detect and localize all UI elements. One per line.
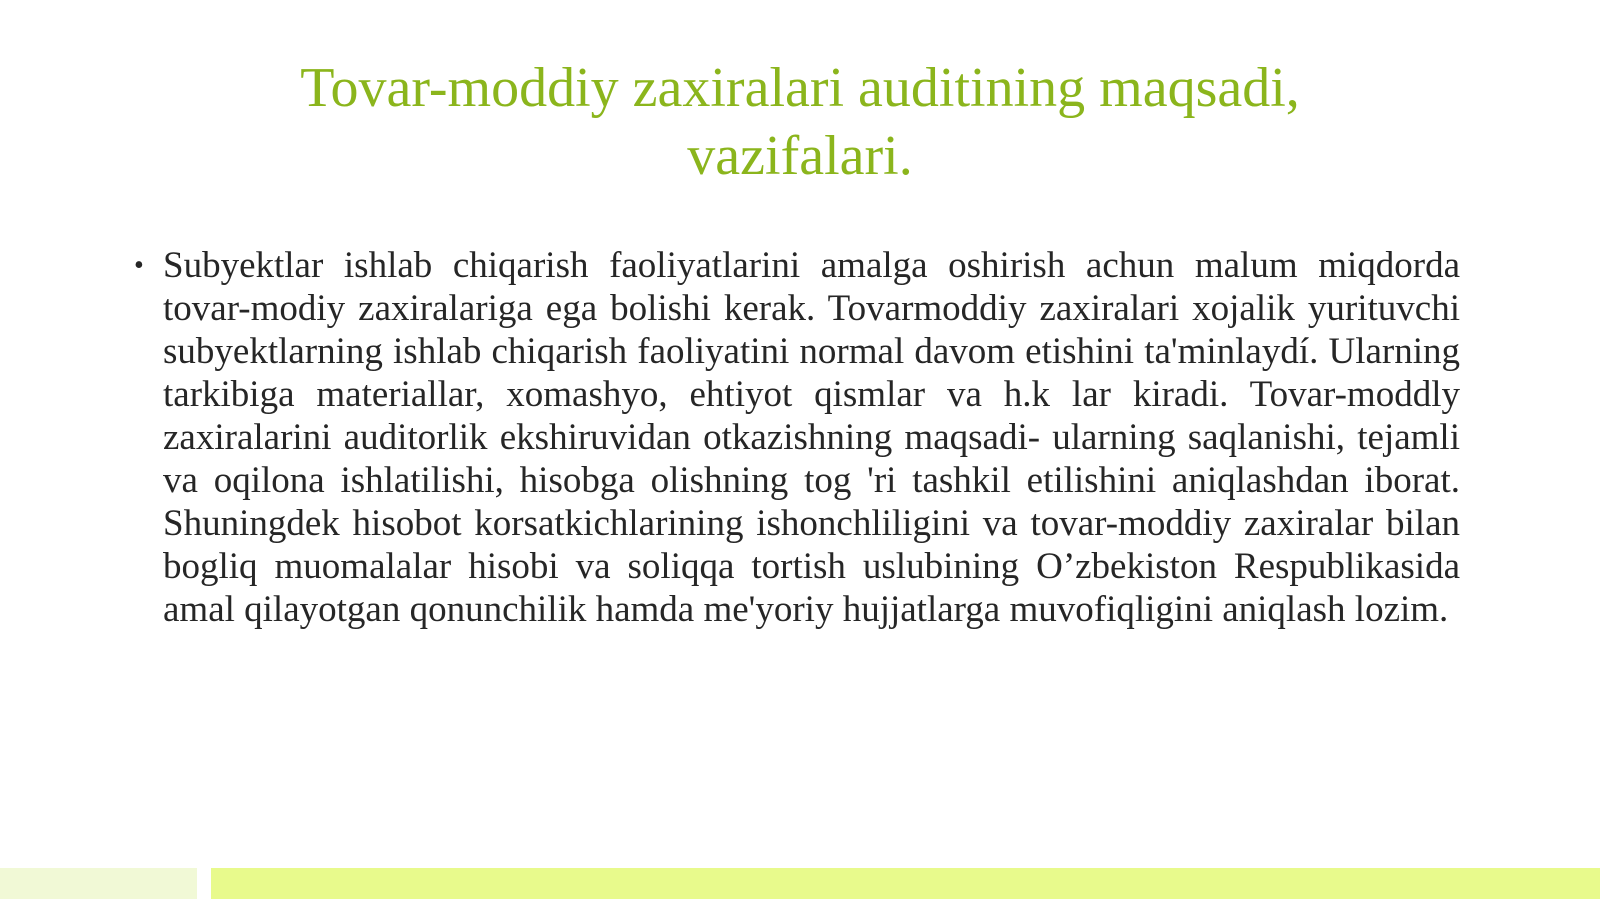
bullet-icon: • — [134, 250, 144, 281]
footer-bar-left — [0, 868, 197, 899]
slide-body-list — [130, 244, 1460, 631]
slide-title-line-1: Tovar-moddiy zaxiralari auditining maqsadi, — [300, 57, 1300, 119]
footer-bar-right — [211, 868, 1600, 899]
slide-title — [200, 54, 1400, 190]
list-item — [130, 244, 1460, 631]
bullet-paragraph: Subyektlar ishlab chiqarish faoliyatlarini amalga oshirish achun malum miqdorda tovar-modiy zaxiralariga ega bolishi kerak. Tovarmoddiy zaxiralari xojalik yurituvchi subyektlarning ishlab chiqarish faoliyatini normal davom etishini ta'minlaydí. Ularning tarkibiga materiallar, xomashyo, ehtiyot qismlar va h.k lar kiradi. Tovar-moddly zaxiralarini auditorlik ekshiruvidan otkazishning maqsadi- ularning saqlanishi, tejamli va oqilona ishlatilishi, hisobga olishning tog 'ri tashkil etilishini aniqlashdan iborat. Shuningdek hisobot korsatkichlarining ishonchliligini va tovar-moddiy zaxiralar bilan bogliq muomalalar hisobi va soliqqa tortish uslubining O’zbekiston Respublikasida amal qilayotgan qonunchilik hamda me'yoriy hujjatlarga muvofiqligini aniqlash lozim. — [163, 245, 1460, 630]
slide-title-line-2: vazifalari. — [687, 125, 913, 187]
